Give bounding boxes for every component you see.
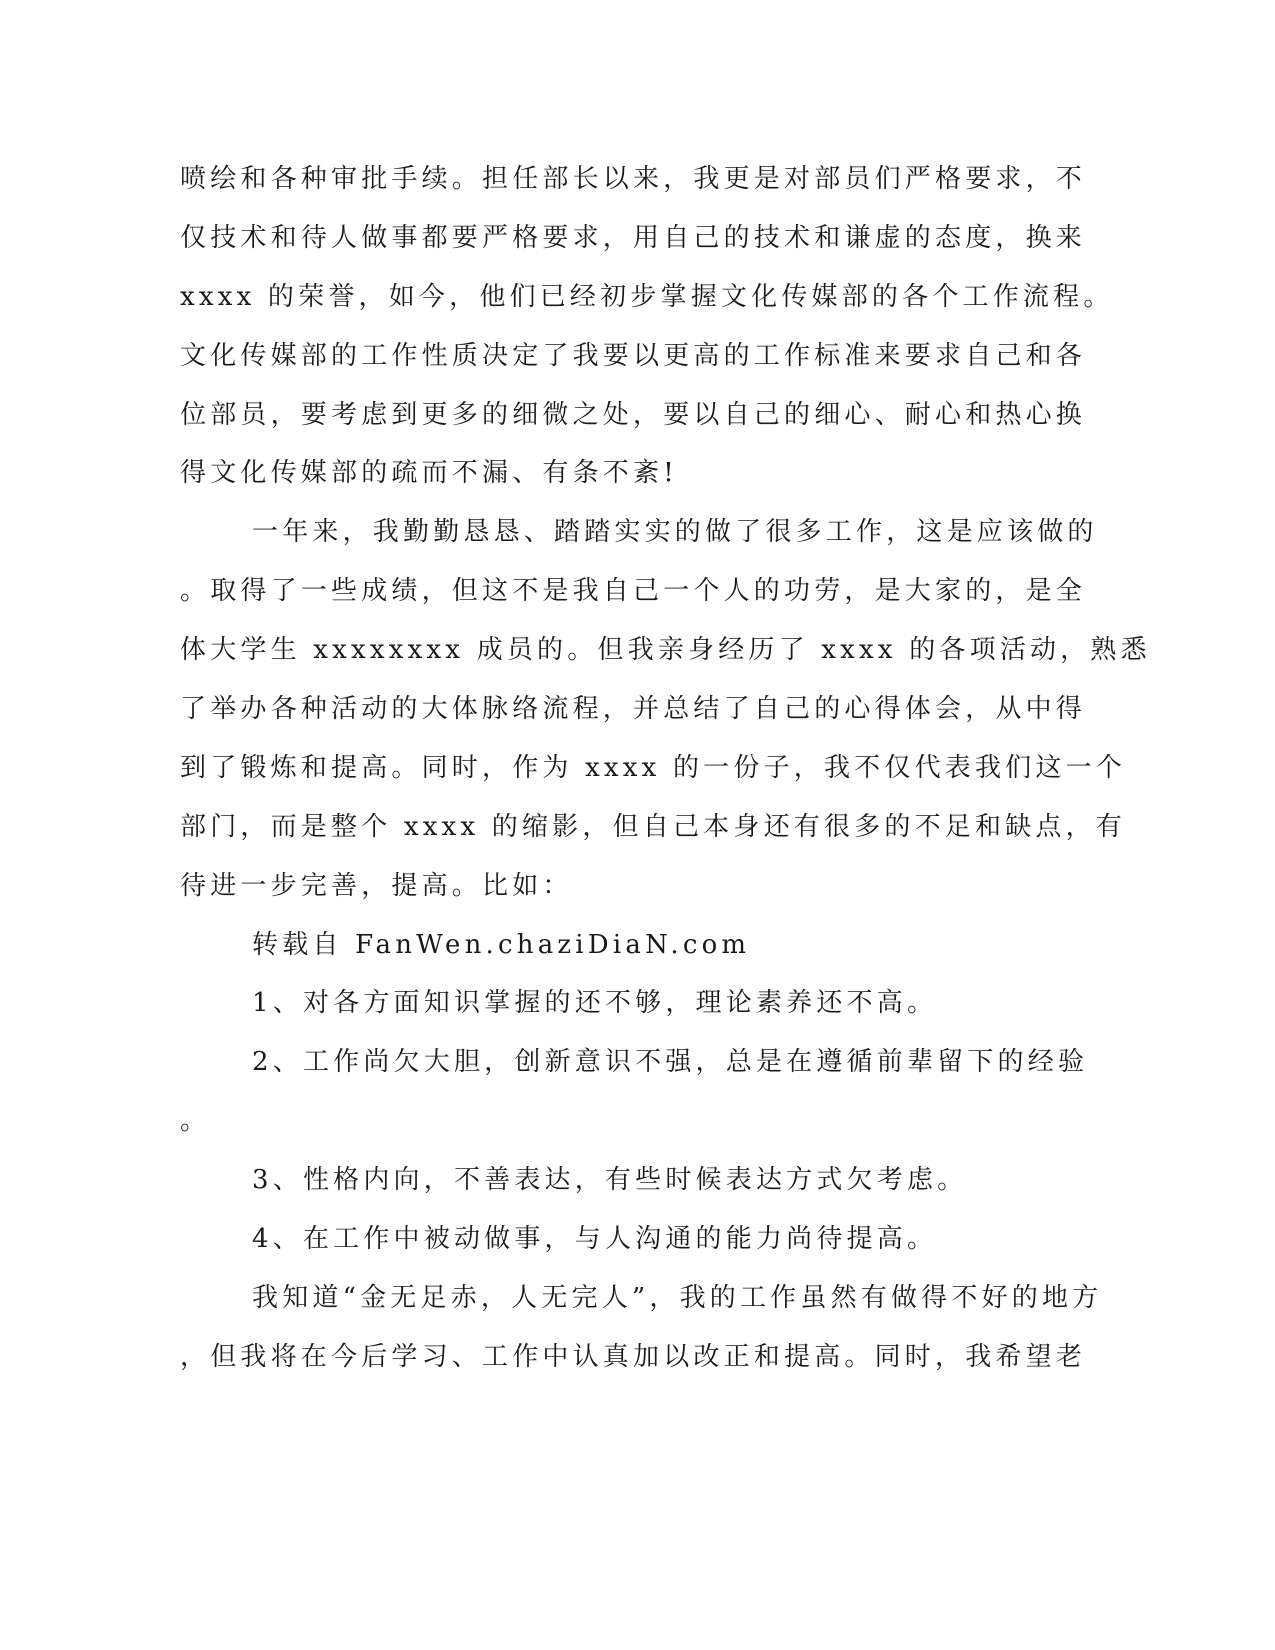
text-line: 1、对各方面知识掌握的还不够，理论素养还不高。 xyxy=(252,988,938,1019)
text-line: 3、性格内向，不善表达，有些时候表达方式欠考虑。 xyxy=(252,1165,968,1196)
text-line: 2、工作尚欠大胆，创新意识不强，总是在遵循前辈留下的经验 xyxy=(252,1047,1089,1078)
text-line: 4、在工作中被动做事，与人沟通的能力尚待提高。 xyxy=(252,1224,938,1255)
text-line: 待进一步完善，提高。比如： xyxy=(180,870,573,901)
text-line: 仅技术和待人做事都要严格要求，用自己的技术和谦虚的态度，换来 xyxy=(180,222,1087,253)
text-line: xxxx 的荣誉，如今，他们已经初步掌握文化传媒部的各个工作流程。 xyxy=(180,281,1114,312)
text-line: 位部员，要考虑到更多的细微之处，要以自己的细心、耐心和热心换 xyxy=(180,399,1087,430)
text-line: 转载自 FanWen.chaziDiaN.com xyxy=(252,929,751,960)
text-line: 一年来，我勤勤恳恳、踏踏实实的做了很多工作，这是应该做的 xyxy=(252,517,1098,548)
text-line: 。 xyxy=(180,1106,211,1137)
text-line: 了举办各种活动的大体脉络流程，并总结了自己的心得体会，从中得 xyxy=(180,694,1087,725)
text-line: 部门，而是整个 xxxx 的缩影，但自己本身还有很多的不足和缺点，有 xyxy=(180,811,1126,842)
body-text xyxy=(180,150,1151,1387)
text-line: ，但我将在今后学习、工作中认真加以改正和提高。同时，我希望老 xyxy=(180,1341,1087,1372)
text-line: 到了锻炼和提高。同时，作为 xxxx 的一份子，我不仅代表我们这一个 xyxy=(180,752,1126,783)
text-line: 得文化传媒部的疏而不漏、有条不紊! xyxy=(180,458,678,489)
text-line: 。取得了一些成绩，但这不是我自己一个人的功劳，是大家的，是全 xyxy=(180,576,1087,607)
text-line: 我知道“金无足赤，人无完人”，我的工作虽然有做得不好的地方 xyxy=(252,1282,1103,1313)
text-line: 体大学生 xxxxxxxx 成员的。但我亲身经历了 xxxx 的各项活动，熟悉 xyxy=(180,635,1151,666)
text-line: 文化传媒部的工作性质决定了我要以更高的工作标准来要求自己和各 xyxy=(180,340,1087,371)
text-line: 喷绘和各种审批手续。担任部长以来，我更是对部员们严格要求，不 xyxy=(180,164,1087,194)
